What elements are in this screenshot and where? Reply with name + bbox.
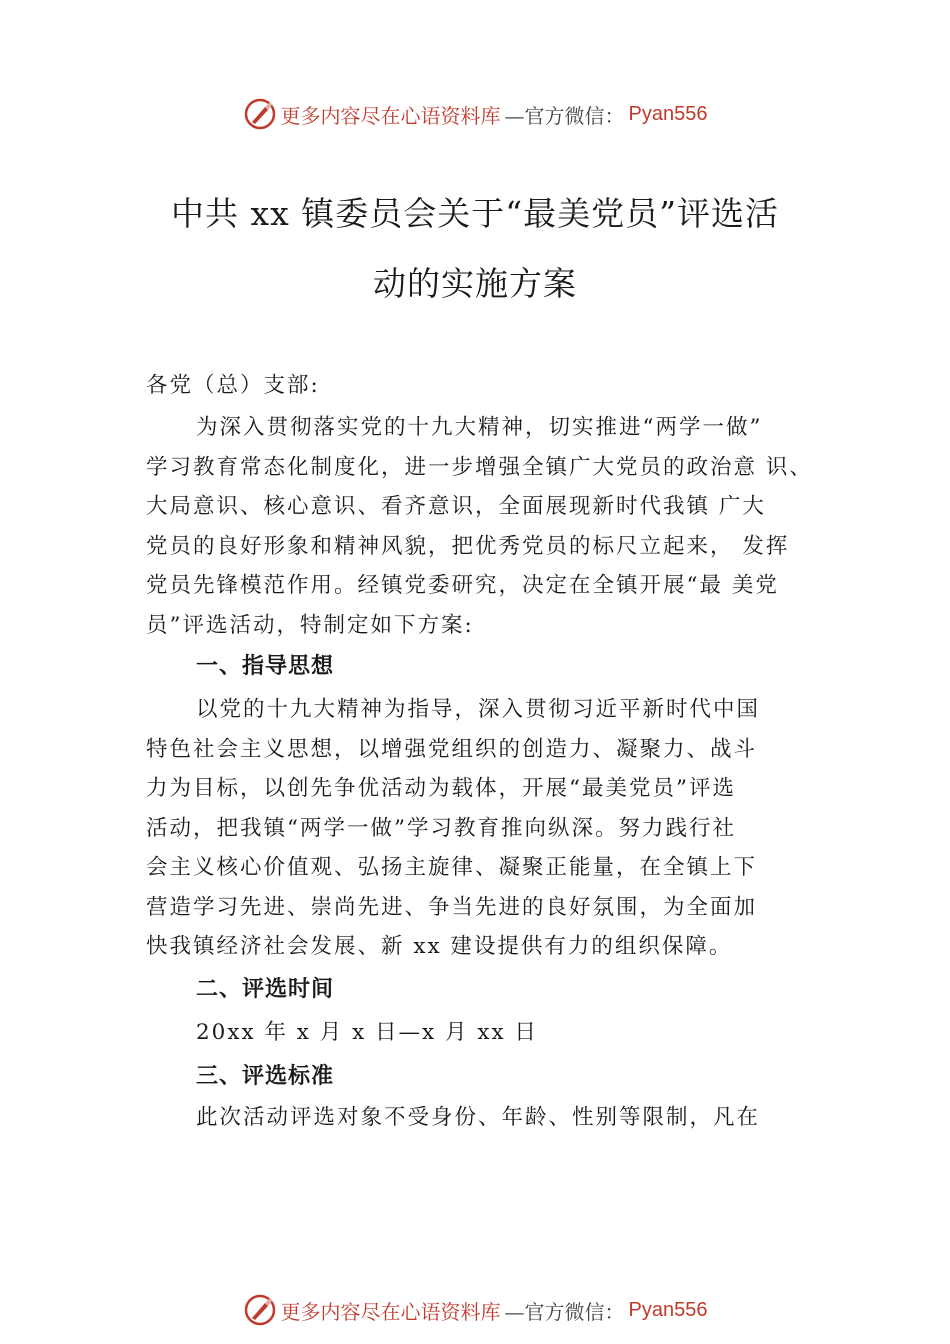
paragraph-line: 特色社会主义思想，以增强党组织的创造力、凝聚力、战斗 <box>146 737 758 762</box>
watermark-label-text: —官方微信： <box>504 103 625 128</box>
section-heading-selection-time: 二、评选时间 <box>196 977 335 1002</box>
paragraph-line: 活动，把我镇“两学一做”学习教育推向纵深。努力践行社 <box>146 816 736 841</box>
paragraph-line: 员”评选活动，特制定如下方案: <box>146 613 474 638</box>
pen-quill-logo-icon <box>243 97 277 131</box>
paragraph-line: 以党的十九大精神为指导，深入贯彻习近平新时代中国 <box>196 697 761 722</box>
paragraph-line: 党员的良好形象和精神风貌，把优秀党员的标尺立起来， 发挥 <box>146 534 790 559</box>
paragraph-line: 营造学习先进、崇尚先进、争当先进的良好氛围，为全面加 <box>146 895 758 920</box>
watermark-brand-text: 更多内容尽在心语资料库 <box>280 1299 501 1324</box>
watermark-wechat-id: Pyan556 <box>628 102 708 125</box>
paragraph-line: 为深入贯彻落实党的十九大精神，切实推进“两学一做” <box>196 415 763 440</box>
watermark-brand-text: 更多内容尽在心语资料库 <box>280 103 501 128</box>
salutation: 各党（总）支部: <box>146 373 320 398</box>
section-heading-selection-criteria: 三、评选标准 <box>196 1064 335 1089</box>
paragraph-line: 学习教育常态化制度化，进一步增强全镇广大党员的政治意 识、 <box>146 455 813 480</box>
selection-time-range: 20xx 年 x 月 x 日—x 月 xx 日 <box>196 1020 538 1045</box>
paragraph-line: 大局意识、核心意识、看齐意识，全面展现新时代我镇 广大 <box>146 494 766 519</box>
paragraph-line: 党员先锋模范作用。经镇党委研究，决定在全镇开展“最 美党 <box>146 573 779 598</box>
paragraph-line: 此次活动评选对象不受身份、年龄、性别等限制，凡在 <box>196 1105 761 1130</box>
document-title-line-1: 中共 xx 镇委员会关于“最美党员”评选活 <box>171 194 779 233</box>
watermark-label-text: —官方微信： <box>504 1299 625 1324</box>
paragraph-line: 快我镇经济社会发展、新 xx 建设提供有力的组织保障。 <box>146 934 733 959</box>
header-watermark <box>0 94 950 134</box>
paragraph-line: 会主义核心价值观、弘扬主旋律、凝聚正能量，在全镇上下 <box>146 855 758 880</box>
watermark-wechat-id: Pyan556 <box>628 1298 708 1321</box>
footer-watermark <box>0 1290 950 1330</box>
section-heading-guiding-thought: 一、指导思想 <box>196 654 335 679</box>
paragraph-line: 力为目标，以创先争优活动为载体，开展“最美党员”评选 <box>146 776 736 801</box>
document-title-line-2: 动的实施方案 <box>373 264 577 303</box>
pen-quill-logo-icon <box>243 1293 277 1327</box>
